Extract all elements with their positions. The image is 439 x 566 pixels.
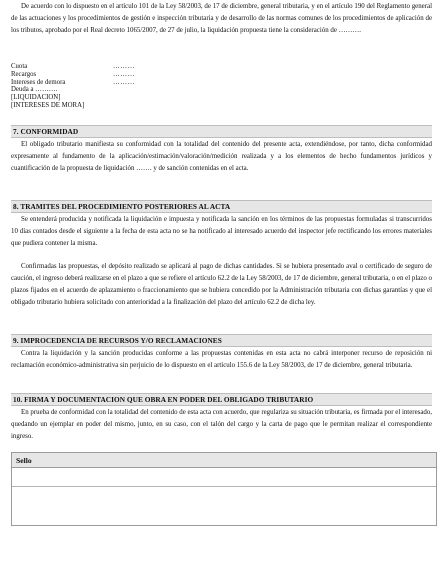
bracket-intereses-mora: [INTERESES DE MORA] — [11, 101, 85, 109]
sello-header — [12, 453, 436, 468]
conformidad-paragraph: El obligado tributario manifiesta su conformidad con la totalidad del contenido del presente acta, extendiéndose, por tanto, dicha conformidad expresamente al fundamento de la aplicación/estimación/valoración/medición realizada y a los elementos de hecho fundamentos jurídicos y cuantificación de la propuesta de liquidación ……. y de sanción contenidas en el acta. — [11, 141, 432, 172]
line-label: Cuota — [11, 63, 28, 70]
intro-paragraph: De acuerdo con lo dispuesto en el artículo 101 de la Ley 58/2003, de 17 de diciembre, general tributaria, y en el artículo 190 del Reglamento general de las actuaciones y los procedimientos de gestión e inspección tributaria y de desarrollo de las normas comunes de los procedimientos de aplicación de los tributos, aprobado por el Real decreto 1065/2007, de 27 de julio, la liquidación propuesta tiene la consideración de ………. — [11, 3, 432, 34]
line-dots: ……… — [113, 70, 135, 78]
line-deuda — [11, 86, 135, 94]
tramites-paragraph-2: Confirmadas las propuestas, el depósito realizado se aplicará al pago de dichas cantidades. Si se hubiera presentado aval o certificado de seguro de caución, el ingreso deberá realizarse en el plazo a que se refiere el artículo 62.2 de la Ley 58/2003, de 17 de diciembre, general tributaria, o en el plazo o plazos fijados en el acuerdo de aplazamiento o fraccionamiento que se hubiera concedido por la Administración tributaria con dichas garantías y que el obligado tributario hubiera solicitado con anterioridad a la finalización del plazo del artículo 62.2 de dicha ley. — [11, 263, 432, 306]
section-title: 8. TRAMITES DEL PROCEDIMIENTO POSTERIORES AL ACTA — [13, 202, 231, 211]
tramites-paragraph-1: Se entenderá producida y notificada la liquidación e impuesta y notificada la sanción en los términos de las propuestas formuladas si transcurridos 10 días contados desde el siguiente a la fecha de esta acta no se ha notificado al interesado acuerdo del inspector jefe rectificando los errores materiales que pudiera contener la misma. — [11, 216, 432, 247]
section-title: 10. FIRMA Y DOCUMENTACION QUE OBRA EN PODER DEL OBLIGADO TRIBUTARIO — [13, 395, 314, 404]
sello-divider — [12, 486, 436, 487]
line-label: Deuda a ………. — [11, 86, 58, 94]
line-label: Recargos — [11, 70, 37, 78]
section-header-tramites — [11, 200, 432, 213]
sello-label: Sello — [16, 456, 32, 465]
liquidation-amounts — [11, 63, 135, 110]
line-dots: ……… — [113, 78, 135, 86]
section-header-firma — [11, 393, 432, 406]
line-dots: ……… — [113, 63, 135, 70]
sello-box — [11, 452, 437, 526]
bracket-liquidacion: [LIQUIDACION] — [11, 94, 61, 102]
line-intereses — [11, 79, 135, 87]
line-cuota — [11, 63, 135, 71]
section-header-conformidad — [11, 125, 432, 138]
improcedencia-paragraph: Contra la liquidación y la sanción producidas conforme a las propuestas contenidas en esta acta no cabrá interponer recurso de reposición ni reclamación económico-administrativa sin perjuicio de lo dispuesto en el artículo 155.6 de la Ley 58/2003, de 17 de diciembre, general tributaria. — [11, 350, 432, 369]
firma-paragraph: En prueba de conformidad con la totalidad del contenido de esta acta con acuerdo, que regulariza su situación tributaria, es firmada por el interesado, quedando un ejemplar en poder del mismo, junto, en su caso, con el talón del cargo y la carta de pago que le permitan realizar el correspondiente ingreso. — [11, 409, 432, 440]
section-header-improcedencia — [11, 334, 432, 347]
line-recargos — [11, 71, 135, 79]
section-title: 9. IMPROCEDENCIA DE RECURSOS Y/O RECLAMACIONES — [13, 336, 222, 345]
section-title: 7. CONFORMIDAD — [13, 127, 79, 136]
line-label: Intereses de demora — [11, 78, 66, 86]
